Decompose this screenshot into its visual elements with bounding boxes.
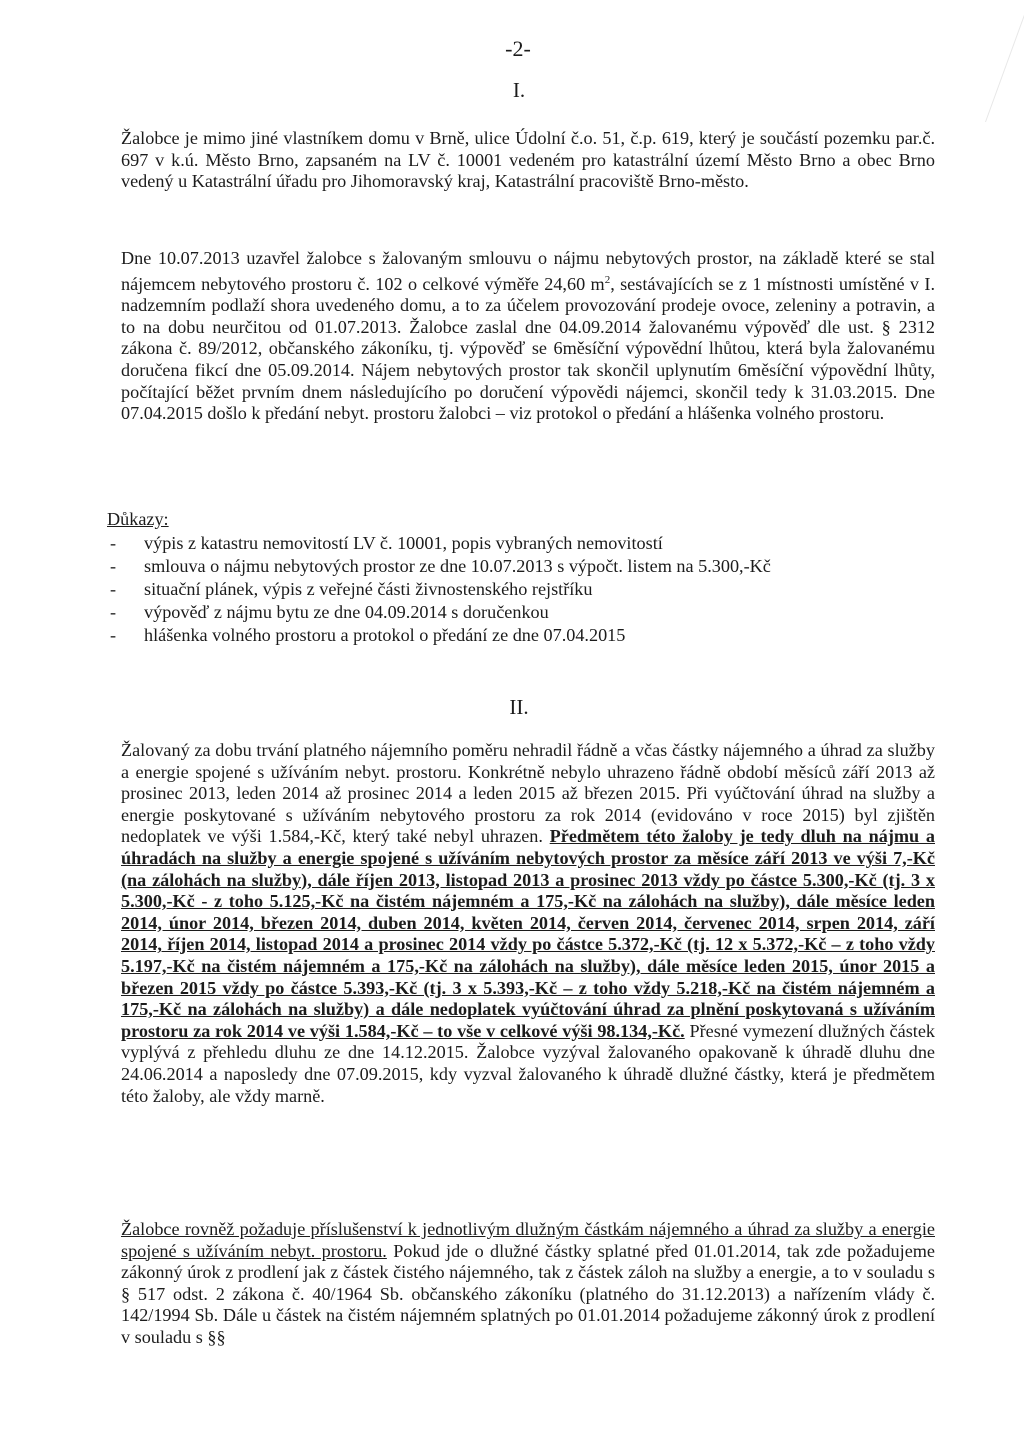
lease-text-sup: 2 xyxy=(604,273,611,286)
section-heading-2: II. xyxy=(509,695,529,719)
evidence-item-text: situační plánek, výpis z veřejné části živnostenského rejstříku xyxy=(144,579,593,599)
evidence-item-text: výpis z katastru nemovitostí LV č. 10001, popis vybraných nemovitostí xyxy=(144,533,663,553)
paragraph-interest xyxy=(107,1219,935,1349)
evidence-item xyxy=(107,532,935,555)
paragraph-debt xyxy=(107,740,935,1107)
interest-underlined: Žalobce rovněž požaduje příslušenství k jednotlivým dlužným částkám nájemného a úhrad za služby a energie spojené s užíváním nebyt. prostoru. xyxy=(121,1219,935,1261)
evidence-dash: - xyxy=(110,533,117,553)
evidence-item xyxy=(107,555,935,578)
evidence-dash: - xyxy=(110,602,117,622)
evidence-item xyxy=(107,624,935,647)
evidence-dash: - xyxy=(110,625,117,645)
lease-text-a: Dne 10.07.2013 uzavřel žalobce s žalovaným smlouvu o nájmu nebytových prostor, na základě které se stal nájemcem nebytového prostoru č. 102 o celkové výměře 24,60 m xyxy=(121,248,935,294)
debt-subject-bold: Předmětem této žaloby je tedy dluh na nájmu a úhradách na služby a energie spojené s užíváním nebytových prostor za měsíce září 2013 ve výši 7,-Kč (na zálohách na služby), dále říjen 2013, listopad 2013 a prosinec 2013 vždy po částce 5.300,-Kč (tj. 3 x 5.300,-Kč - z toho 5.125,-Kč na čistém nájemném a 175,-Kč na zálohách na služby), dále měsíce leden 2014, únor 2014, březen 2014, duben 2014, květen 2014, červen 2014, červenec 2014, srpen 2014, září 2014, říjen 2014, listopad 2014 a prosinec 2014 vždy po částce 5.372,-Kč (tj. 12 x 5.372,-Kč – z toho vždy 5.197,-Kč na čistém nájemném a 175,-Kč na zálohách na služby), dále měsíce leden 2015, únor 2015 a březen 2015 vždy po částce 5.393,-Kč (tj. 3 x 5.393,-Kč – z toho vždy 5.218,-Kč na čistém nájemném a 175,-Kč na zálohách na služby) a dále nedoplatek vyúčtování úhrad za plnění poskytovaná s užíváním prostoru za rok 2014 ve výši 1.584,-Kč – to vše v celkové výši 98.134,-Kč. xyxy=(121,826,935,1041)
lease-text-b: , sestávajících se z 1 místnosti umístěné v I. nadzemním podlaží shora uvedeného domu, a to za účelem provozování prodeje ovoce, zeleniny a potravin, a to na dobu neurčitou od 01.07.2013. Žalobce zaslal dne 04.09.2014 žalovanému výpověď dle ust. § 2312 zákona č. 89/2012, občanského zákoníku, tj. výpověď se 6měsíční výpovědní lhůtou, která byla žalovanému doručena fikcí dne 05.09.2014. Nájem nebytových prostor tak skončil uplynutím 6měsíční výpovědní lhůty, počítající běžet prvním dnem následujícího po doručení výpovědi nájemci, skončil tedy k 31.03.2015. Dne 07.04.2015 došlo k předání nebyt. prostoru žalobci – viz protokol o předání a hlášenka volného prostoru. xyxy=(121,273,935,424)
paragraph-debt-text xyxy=(107,740,935,1107)
evidence-block xyxy=(107,508,935,647)
paragraph-lease-text xyxy=(107,248,935,425)
evidence-title: Důkazy: xyxy=(107,509,169,529)
debt-text-a: Žalovaný za dobu trvání platného nájemního poměru nehradil řádně a včas částky nájemného a úhrad za služby a energie spojené s užíváním nebyt. prostoru. Konkrétně nebylo uhrazeno řádně období měsíců září 2013 až prosinec 2013, leden 2014 až prosinec 2014 a leden 2015 až březen 2015. Při vyúčtování úhrad na služby a energie poskytované s užíváním nebytového prostoru za rok 2014 (evidováno v roce 2015) byl zjištěn nedoplatek ve výši 1.584,-Kč, který také nebyl uhrazen. xyxy=(121,740,935,847)
debt-text-c: Přesné vymezení dlužných částek vyplývá z přehledu dluhu ze dne 14.12.2015. Žalobce vyzýval žalovaného opakovaně k úhradě dluhu dne 24.06.2014 a naposledy dne 07.09.2015, kdy vyzval žalovaného k úhradě dlužné částky, která je předmětem této žaloby, ale vždy marně. xyxy=(121,1020,935,1106)
evidence-item xyxy=(107,578,935,601)
evidence-item-text: výpověď z nájmu bytu ze dne 04.09.2014 s doručenkou xyxy=(144,602,549,622)
section-heading-1: I. xyxy=(512,78,526,102)
paragraph-ownership xyxy=(107,128,935,193)
interest-rest: Pokud jde o dlužné částky splatné před 01.01.2014, tak zde požadujeme zákonný úrok z prodlení jak z částek čistého nájemného, tak z částek záloh na služby a energie, a to v souladu s § 517 odst. 2 zákona č. 40/1964 Sb. občanského zákoníku (platného do 31.12.2013) a nařízením vlády č. 142/1994 Sb. Dále u částek na čistém nájemném splatných po 01.01.2014 požadujeme zákonný úrok z prodlení v souladu s §§ xyxy=(121,1240,935,1347)
evidence-dash: - xyxy=(110,579,117,599)
paragraph-ownership-text: Žalobce je mimo jiné vlastníkem domu v Brně, ulice Údolní č.o. 51, č.p. 619, který je součástí pozemku par.č. 697 v k.ú. Město Brno, zapsaném na LV č. 10001 vedeném pro katastrální území Město Brno a obec Brno vedený u Katastrální úřadu pro Jihomoravský kraj, Katastrální pracoviště Brno-město. xyxy=(121,128,935,192)
evidence-dash: - xyxy=(110,556,117,576)
paragraph-lease xyxy=(107,248,935,425)
scan-mark xyxy=(945,12,1024,122)
evidence-item-text: smlouva o nájmu nebytových prostor ze dne 10.07.2013 s výpočt. listem na 5.300,-Kč xyxy=(144,556,771,576)
page-number: -2- xyxy=(505,36,531,61)
evidence-list xyxy=(107,532,935,647)
evidence-item xyxy=(107,601,935,624)
evidence-item-text: hlášenka volného prostoru a protokol o předání ze dne 07.04.2015 xyxy=(144,625,626,645)
paragraph-interest-text xyxy=(107,1219,935,1349)
